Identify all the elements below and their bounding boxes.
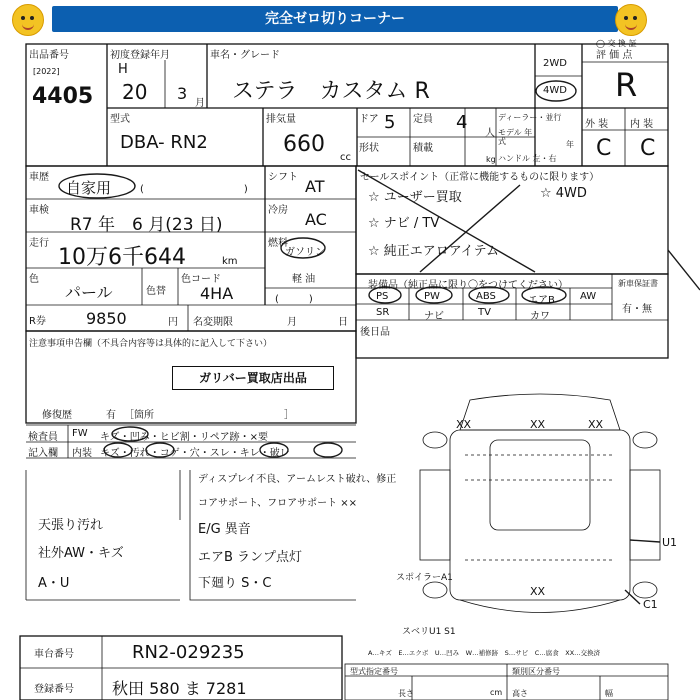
notes-badge: ガリバー買取店出品: [172, 366, 334, 390]
remark-right-5: 下廻り S・C: [198, 576, 272, 591]
color-code-value: 4HA: [200, 284, 234, 303]
equip-abs: ABS: [476, 291, 496, 302]
registration-value: 秋田 580 ま 7281: [112, 679, 247, 698]
kg-unit: kg: [486, 155, 496, 164]
rear-items-label: 後日品: [360, 327, 390, 338]
equip-ps: PS: [376, 291, 389, 302]
warranty-value: 有・無: [622, 304, 652, 315]
equip-airbag: エアB: [528, 295, 555, 306]
reg-year-value: 20: [122, 80, 148, 104]
capacity-value: 4: [456, 112, 468, 133]
shape-label: 形状: [359, 143, 379, 154]
dealer-label: ディーラー・並行: [498, 113, 562, 122]
grade-value: R: [615, 66, 638, 104]
interior-value: C: [640, 136, 656, 161]
color-value: パール: [65, 283, 113, 302]
equip-pw: PW: [424, 291, 440, 302]
mark-c1: C1: [643, 598, 658, 611]
sales-points-label: セールスポイント（正常に機能するものに限ります）: [360, 172, 600, 183]
load-label: 積載: [413, 143, 433, 154]
inspector-label: 検査員: [28, 432, 58, 443]
mileage-unit: km: [222, 256, 238, 267]
interior-check-label: 内装: [72, 448, 92, 459]
exterior-value: C: [596, 136, 612, 161]
displacement-value: 660: [283, 132, 325, 157]
diagram-legend: A…キズ E…エクボ U…凹み W…補修跡 S…サビ C…腐食 XX…交換済: [368, 649, 601, 657]
inspection-label: 車検: [29, 205, 49, 216]
model-year-label: モデル 年式: [498, 128, 533, 146]
remark-left-2: 社外AW・キズ: [38, 546, 124, 561]
remark-right-3: E/G 異音: [198, 522, 251, 537]
warranty-label: 新車保証書: [618, 279, 658, 288]
drive-2wd-label: 2WD: [543, 58, 567, 69]
chassis-value: RN2-029235: [132, 642, 245, 663]
recorder-label: 記入欄: [28, 448, 58, 459]
recycle-value: 9850: [86, 309, 127, 328]
lot-number: 4405: [32, 84, 94, 109]
repair-place: ［箇所 ］: [124, 410, 294, 421]
class-number-label: 類別区分番号: [512, 667, 560, 676]
cc-unit: cc: [340, 152, 351, 163]
year-tag: [2022]: [33, 67, 60, 76]
model-label: 型式: [110, 114, 130, 125]
aircon-value: AC: [305, 210, 327, 229]
mark-skirt: スベリU1 S1: [402, 627, 456, 637]
capacity-label: 定員: [413, 114, 433, 125]
drive-4wd-label: 4WD: [543, 85, 567, 96]
sales-point-3: ☆ ナビ / TV: [368, 216, 440, 231]
sales-point-2: ☆ 4WD: [540, 186, 587, 201]
first-reg-label: 初度登録年月: [110, 50, 170, 61]
color-label: 色: [29, 274, 39, 285]
equip-leather: カワ: [530, 311, 550, 322]
remark-right-2: コアサポート、フロアサポート ××: [198, 498, 358, 509]
height-label: 高さ: [512, 689, 528, 698]
name-change-month: 月: [287, 317, 297, 328]
type-number-label: 型式指定番号: [350, 667, 398, 676]
repair-label: 修復歴: [42, 410, 72, 421]
era-value: H: [118, 62, 128, 77]
lot-label: 出品番号: [29, 50, 69, 61]
mark-u1: U1: [662, 536, 678, 549]
mileage-label: 走行: [29, 238, 49, 249]
equip-aw: AW: [580, 291, 597, 302]
fuel-value: ガソリン: [285, 247, 325, 258]
shift-value: AT: [305, 177, 325, 196]
length-unit: cm: [490, 688, 503, 697]
registration-label: 登録番号: [34, 684, 74, 695]
interior-check-items: キズ・汚れ・コゲ・穴・スレ・キレ・破レ: [100, 448, 290, 459]
chassis-label: 車台番号: [34, 649, 74, 660]
car-name-label: 車名・グレード: [210, 50, 280, 61]
notes-header: 注意事項申告欄（不具合内容等は具体的に記入して下さい）: [29, 339, 273, 349]
yen-unit: 円: [168, 317, 178, 328]
doors-value: 5: [384, 112, 396, 133]
interior-label: 内 装: [630, 119, 654, 130]
person-unit: 人: [485, 128, 495, 139]
displacement-label: 排気量: [266, 114, 296, 125]
usage-value: 自家用: [66, 179, 112, 197]
fw-label: FW: [72, 428, 88, 439]
fuel-label: 燃料: [268, 238, 288, 249]
year-unit: 年: [566, 140, 574, 149]
mark-spoiler: スポイラーA1: [396, 573, 453, 583]
color-code-label: 色コード: [181, 274, 221, 285]
aircon-label: 冷房: [268, 205, 288, 216]
remark-right-4: エアB ランプ点灯: [198, 550, 303, 565]
sales-point-4: ☆ 純正エアロアイテム: [368, 244, 499, 259]
length-label: 長さ: [398, 689, 414, 698]
diesel-label: 軽 油: [292, 274, 316, 285]
mark-rear: XX: [530, 585, 546, 598]
mileage-value: 10万6千644: [58, 245, 186, 270]
mark-front-right: XX: [588, 418, 604, 431]
equipment-label: 装備品（純正品に限り〇をつけてください）: [368, 280, 568, 291]
exchange-stamp: ◯ 交 換 証: [596, 39, 637, 48]
inspection-value: R7 年 6 月(23 日): [70, 215, 223, 235]
banner-title: 完全ゼロ切りコーナー: [265, 11, 405, 27]
shift-label: シフト: [268, 172, 298, 183]
name-change-label: 名変期限: [193, 317, 233, 328]
month-unit: 月: [195, 98, 205, 109]
handle-label: ハンドル 左・右: [498, 154, 557, 163]
remark-left-1: 天張り汚れ: [38, 518, 104, 533]
equip-navi: ナビ: [424, 311, 444, 322]
exterior-label: 外 装: [585, 119, 609, 130]
fuel-paren: ( ): [275, 294, 313, 305]
mark-front-left: XX: [456, 418, 472, 431]
sales-point-1: ☆ ユーザー買取: [368, 190, 462, 205]
color-change-label: 色替: [146, 286, 166, 297]
remark-right-1: ディスプレイ不良、アームレスト破れ、修正: [198, 474, 397, 485]
repair-value: 有: [106, 410, 116, 421]
width-label: 幅: [605, 689, 613, 698]
mark-front-center: XX: [530, 418, 546, 431]
recycle-label: R券: [29, 316, 46, 327]
remark-left-3: A・U: [38, 576, 70, 591]
reg-month-value: 3: [177, 84, 188, 103]
equip-tv: TV: [478, 307, 491, 318]
grade-label: 評 価 点: [596, 50, 633, 61]
model-value: DBA- RN2: [120, 132, 208, 153]
fw-items: キズ・凹み・ヒビ割・リペア跡・×要: [100, 432, 268, 443]
name-change-day: 日: [338, 317, 348, 328]
equip-sr: SR: [376, 307, 390, 318]
usage-label: 車歴: [29, 172, 49, 183]
usage-paren: ( ): [140, 184, 248, 195]
car-name-value: ステラ カスタム R: [232, 79, 430, 104]
doors-label: ドア: [359, 114, 379, 125]
